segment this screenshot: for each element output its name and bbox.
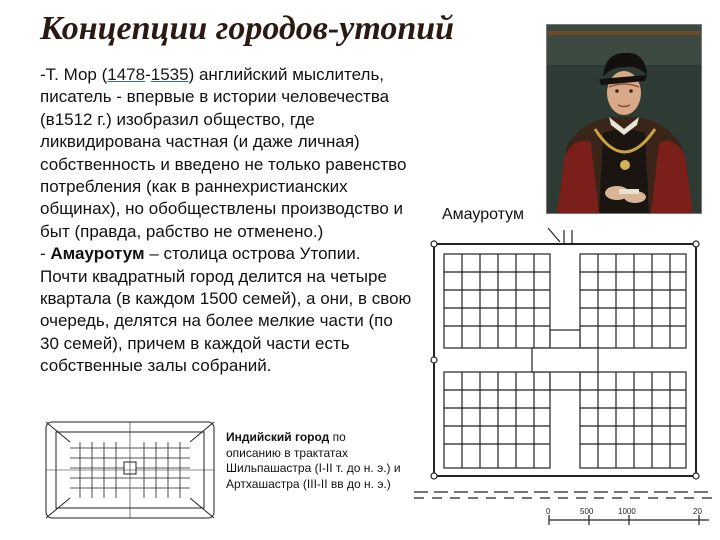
amaurot-plan [414,222,714,538]
amaurot-description: – столица острова Утопии. Почти квадратный город делится на четыре квартала (в каждом 1500 семей), а они, в свою очередь, делятся на более мелкие части (по 30 семей), причем в каждой части есть собственные залы собраний. [40,244,412,376]
scale-label-1000: 1000 [618,507,636,516]
page-title: Концепции городов-утопий [40,10,455,47]
amaurot-paragraph [40,243,412,377]
amaurot-term: Амауротум [50,244,145,264]
amaurot-label: Амауротум [442,206,524,223]
bullet: - [40,244,51,264]
indian-city-caption-text: по описанию в трактатах Шильпашастра (I-II т. до н. э.) и Артхашастра (III-II вв до н. э.) [226,430,401,491]
intro-dash: - [145,65,151,84]
intro-paragraph [40,64,412,243]
indian-city-caption [226,430,404,492]
year-link-1535[interactable]: 1535 [150,65,189,84]
year-link-1478[interactable]: 1478 [107,65,146,84]
main-text [40,64,412,378]
intro-rest: ) английский мыслитель, писатель - впервые в истории человечества (в1512 г.) изобразил общество, где ликвидирована частная (и даже личная) собственность и введено не только равенство потребления (как в раннехристианских общинах), но обобществлены производство и быт (правда, рабство не отменено.) [40,65,407,241]
scale-label-500: 500 [580,507,594,516]
indian-city-plan [40,414,220,526]
intro-prefix: -Т. Мор ( [40,65,108,84]
scale-label-0: 0 [546,507,551,516]
indian-city-caption-title: Индийский город [226,430,330,444]
scale-label-20: 20 [693,507,702,516]
thomas-more-portrait [546,24,702,214]
